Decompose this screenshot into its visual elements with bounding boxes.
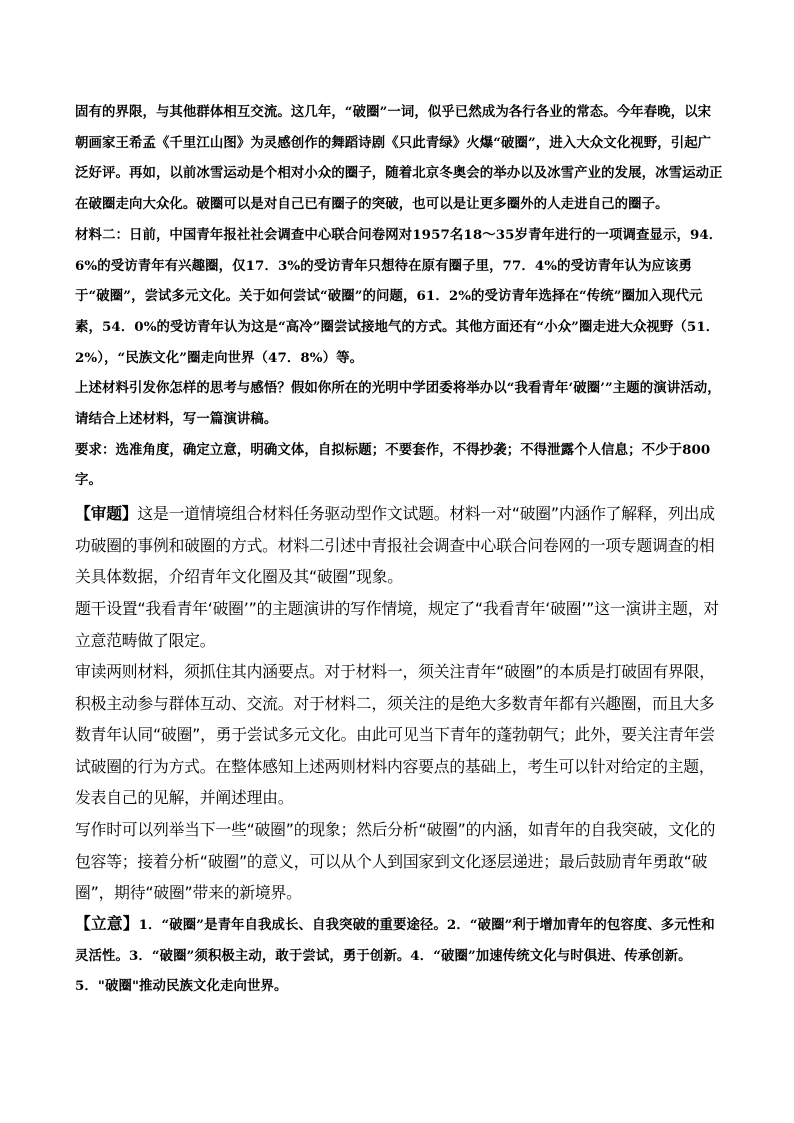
analysis-paragraph-3: 审读两则材料，须抓住其内涵要点。对于材料一，须关注青年“破圈”的本质是打破固有界限，积极主动参与群体互动、交流。对于材料二，须关注的是绝大多数青年都有兴趣圈，而且大多数青年认同“破圈”，勇于尝试多元文化。由此可见当下青年的蓬勃朝气；此外，要关注青年尝试破圈的行为方式。在整体感知上述两则材料内容要点的基础上，考生可以针对给定的主题，发表自己的见解，并阐述理由。 xyxy=(75,662,715,808)
document-body xyxy=(75,97,723,1002)
material-two-paragraph: 材料二：日前，中国青年报社社会调查中心联合问卷网对1957名18～35岁青年进行的一项调查显示，94．6%的受访青年有兴趣圈，仅17．3%的受访青年只想待在原有圈子里，77．4%的受访青年认为应该勇于“破圈”，尝试多元文化。关于如何尝试“破圈”的问题，61．2%的受访青年选择在“传统”圈加入现代元素，54．0%的受访青年认为这是“高冷”圈尝试接地气的方式。其他方面还有“小众”圈走进大众视野（51．2%），“民族文化”圈走向世界（47．8%）等。 xyxy=(75,226,723,366)
requirements-paragraph: 要求：选准角度，确定立意，明确文体，自拟标题；不要套作，不得抄袭；不得泄露个人信息；不少于800字。 xyxy=(75,441,711,489)
analysis-label: 【审题】 xyxy=(75,504,138,524)
thesis-text: 1．“破圈”是青年自我成长、自我突破的重要途径。2．“破圈”利于增加青年的包容度、多元性和灵活性。3．“破圈”须积极主动，敢于尝试，勇于创新。4．“破圈”加速传统文化与时俱进、传承创新。5．"破圈"推动民族文化走向世界。 xyxy=(75,916,715,995)
analysis-paragraph-4: 写作时可以列举当下一些“破圈”的现象；然后分析“破圈”的内涵，如青年的自我突破，文化的包容等；接着分析“破圈”的意义，可以从个人到国家到文化逐层递进；最后鼓励青年勇敢“破圈”，期待“破圈”带来的新境界。 xyxy=(75,820,716,903)
analysis-text: 这是一道情境组合材料任务驱动型作文试题。材料一对“破圈”内涵作了解释，列出成功破圈的事例和破圈的方式。材料二引述中青报社会调查中心联合问卷网的一项专题调查的相关具体数据，介绍青年文化圈及其“破圈”现象。 xyxy=(75,504,715,587)
thesis-paragraph xyxy=(75,909,723,1002)
material-one-paragraph: 固有的界限，与其他群体相互交流。这几年，“破圈”一词，似乎已然成为各行各业的常态。今年春晚，以宋朝画家王希孟《千里江山图》为灵感创作的舞蹈诗剧《只此青绿》火爆“破圈”，进入大众文化视野，引起广泛好评。再如，以前冰雪运动是个相对小众的圈子，随着北京冬奥会的举办以及冰雪产业的发展，冰雪运动正在破圈走向大众化。破圈可以是对自己已有圈子的突破，也可以是让更多圈外的人走进自己的圈子。 xyxy=(75,104,723,213)
prompt-paragraph: 上述材料引发你怎样的思考与感悟？假如你所在的光明中学团委将举办以“我看青年‘破圈’”主题的演讲活动，请结合上述材料，写一篇演讲稿。 xyxy=(75,380,721,428)
analysis-paragraph-2: 题干设置“我看青年‘破圈’”的主题演讲的写作情境，规定了“我看青年‘破圈’”这一演讲主题，对立意范畴做了限定。 xyxy=(75,598,719,650)
analysis-paragraph xyxy=(75,498,723,593)
thesis-label: 【立意】 xyxy=(75,913,139,933)
